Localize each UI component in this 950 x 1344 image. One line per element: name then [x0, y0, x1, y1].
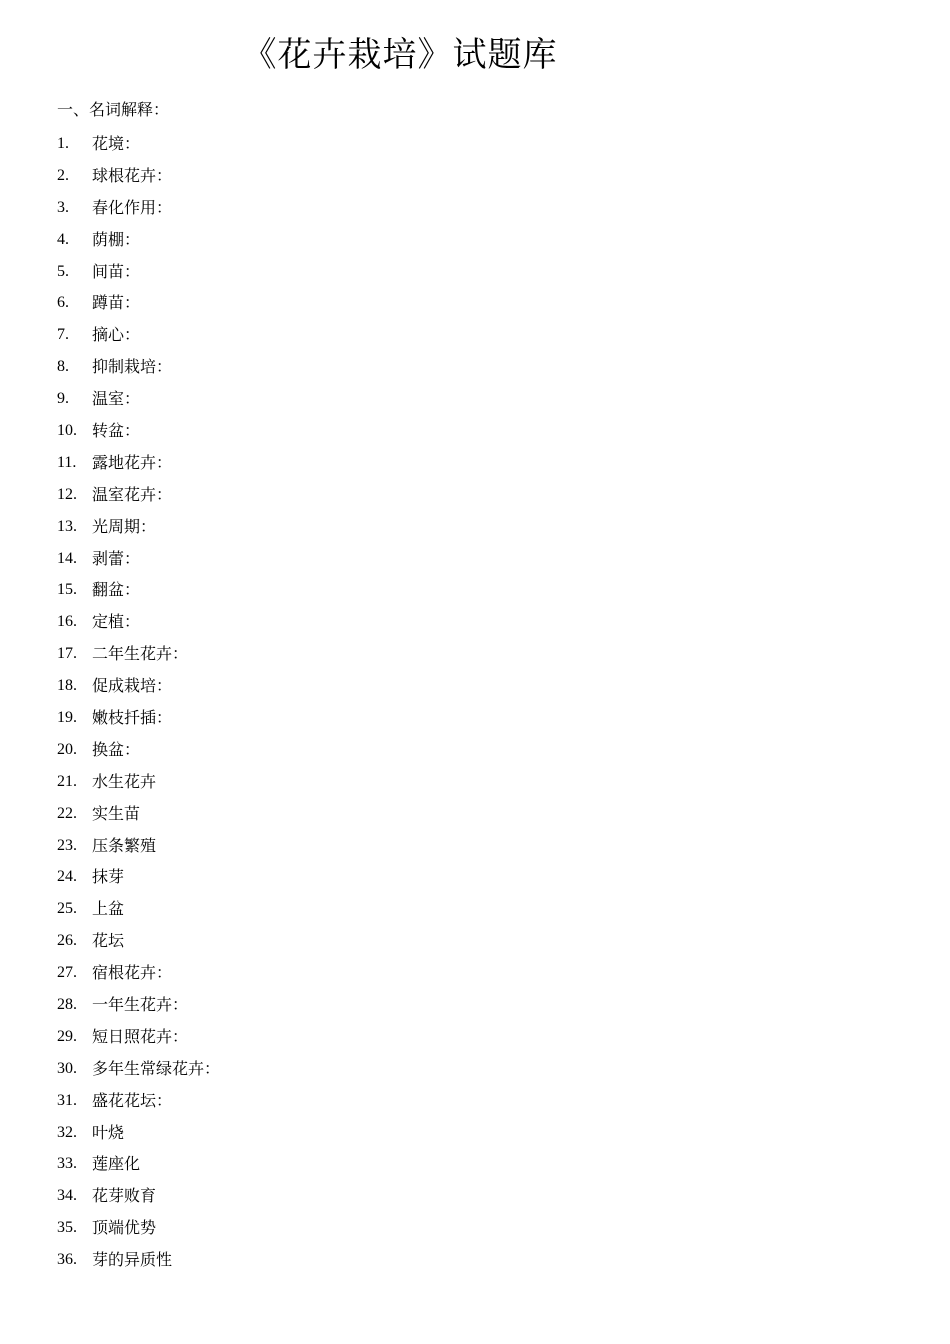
item-term: 转盆：: [92, 420, 141, 440]
item-term: 顶端优势: [92, 1218, 157, 1238]
item-number: 22.: [57, 804, 77, 822]
list-item: [57, 861, 220, 893]
item-number: 28.: [57, 995, 77, 1013]
item-term: 实生苗: [92, 803, 141, 823]
list-item: [57, 574, 220, 606]
list-item: [57, 160, 220, 192]
item-term: 露地花卉：: [92, 452, 173, 472]
list-item: [57, 543, 220, 575]
list-item: [57, 415, 220, 447]
list-item: [57, 893, 220, 925]
item-number: 13.: [57, 517, 77, 535]
item-term: 一年生花卉：: [92, 994, 189, 1014]
list-item: [57, 670, 220, 702]
item-term: 莲座化: [92, 1154, 141, 1174]
list-item: [57, 606, 220, 638]
item-term: 花坛: [92, 931, 125, 951]
item-number: 15.: [57, 581, 77, 599]
list-item: [57, 1117, 220, 1149]
item-number: 7.: [57, 326, 69, 344]
item-number: 14.: [57, 549, 77, 567]
list-item: [57, 1180, 220, 1212]
list-item: [57, 256, 220, 288]
item-number: 5.: [57, 262, 69, 280]
item-number: 26.: [57, 932, 77, 950]
item-term: 嫩枝扦插：: [92, 707, 173, 727]
item-term: 温室花卉：: [92, 484, 173, 504]
item-number: 27.: [57, 964, 77, 982]
list-item: [57, 511, 220, 543]
item-term: 剥蕾：: [92, 548, 141, 568]
list-item: [57, 734, 220, 766]
item-term: 蹲苗：: [92, 293, 141, 313]
list-item: [57, 224, 220, 256]
item-term: 花芽败育: [92, 1186, 157, 1206]
item-number: 12.: [57, 485, 77, 503]
item-number: 4.: [57, 230, 69, 248]
item-term: 叶烧: [92, 1122, 125, 1142]
item-term: 定植：: [92, 612, 141, 632]
item-term: 摘心：: [92, 325, 141, 345]
item-number: 30.: [57, 1059, 77, 1077]
item-term: 春化作用：: [92, 197, 173, 217]
item-term: 盛花花坛：: [92, 1090, 173, 1110]
list-item: [57, 957, 220, 989]
item-number: 2.: [57, 166, 69, 184]
list-item: [57, 638, 220, 670]
item-number: 21.: [57, 772, 77, 790]
item-number: 11.: [57, 453, 77, 471]
list-item: [57, 319, 220, 351]
item-number: 36.: [57, 1251, 77, 1269]
item-term: 短日照花卉：: [92, 1026, 189, 1046]
item-term: 上盆: [92, 899, 125, 919]
item-number: 25.: [57, 900, 77, 918]
item-number: 9.: [57, 390, 69, 408]
item-term: 抹芽: [92, 867, 125, 887]
item-term: 球根花卉：: [92, 165, 173, 185]
list-item: [57, 702, 220, 734]
item-term: 宿根花卉：: [92, 963, 173, 983]
section-heading: 一、名词解释：: [57, 100, 170, 119]
item-number: 34.: [57, 1187, 77, 1205]
item-term: 光周期：: [92, 516, 157, 536]
list-item: [57, 1053, 220, 1085]
list-item: [57, 798, 220, 830]
list-item: [57, 989, 220, 1021]
item-number: 32.: [57, 1123, 77, 1141]
item-term: 温室：: [92, 389, 141, 409]
item-number: 17.: [57, 645, 77, 663]
list-item: [57, 1085, 220, 1117]
list-item: [57, 192, 220, 224]
item-number: 18.: [57, 677, 77, 695]
document-title: 《花卉栽培》试题库: [242, 35, 558, 75]
item-number: 19.: [57, 708, 77, 726]
item-number: 10.: [57, 421, 77, 439]
item-term: 间苗：: [92, 261, 141, 281]
list-item: [57, 766, 220, 798]
item-number: 35.: [57, 1219, 77, 1237]
item-number: 31.: [57, 1091, 77, 1109]
item-term: 多年生常绿花卉：: [92, 1058, 221, 1078]
item-term: 压条繁殖: [92, 835, 157, 855]
item-term: 芽的异质性: [92, 1250, 173, 1270]
item-term: 二年生花卉：: [92, 644, 189, 664]
list-item: [57, 1244, 220, 1276]
list-item: [57, 128, 220, 160]
term-list: [57, 128, 220, 1276]
list-item: [57, 479, 220, 511]
item-number: 29.: [57, 1027, 77, 1045]
list-item: [57, 925, 220, 957]
item-number: 6.: [57, 294, 69, 312]
item-term: 换盆：: [92, 739, 141, 759]
list-item: [57, 383, 220, 415]
list-item: [57, 351, 220, 383]
list-item: [57, 1149, 220, 1181]
item-number: 3.: [57, 198, 69, 216]
item-number: 23.: [57, 836, 77, 854]
item-number: 16.: [57, 613, 77, 631]
list-item: [57, 1021, 220, 1053]
list-item: [57, 447, 220, 479]
list-item: [57, 1212, 220, 1244]
item-number: 33.: [57, 1155, 77, 1173]
item-number: 24.: [57, 868, 77, 886]
item-term: 水生花卉: [92, 771, 157, 791]
item-term: 翻盆：: [92, 580, 141, 600]
item-term: 抑制栽培：: [92, 357, 173, 377]
list-item: [57, 830, 220, 862]
item-number: 1.: [57, 134, 69, 152]
list-item: [57, 287, 220, 319]
item-term: 荫棚：: [92, 229, 141, 249]
item-term: 花境：: [92, 133, 141, 153]
item-number: 8.: [57, 358, 69, 376]
item-term: 促成栽培：: [92, 676, 173, 696]
item-number: 20.: [57, 740, 77, 758]
